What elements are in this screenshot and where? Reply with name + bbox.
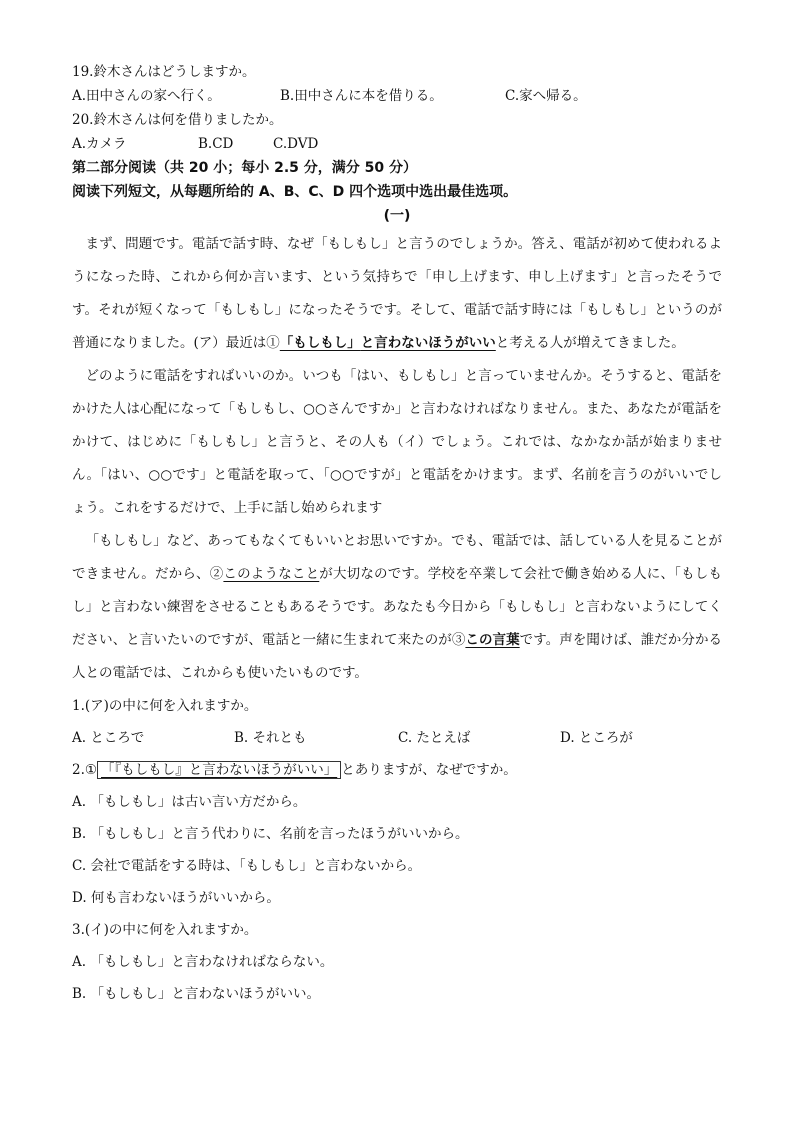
question-1: 1.(ア)の中に何を入れますか。 (72, 698, 258, 714)
question-2-option-c: C. 会社で電話をする時は、「もしもし」と言わないから。 (72, 858, 422, 874)
paragraph-text: と考える人が増えてきました。 (495, 335, 685, 351)
question-1-options (72, 722, 722, 754)
question-2-option-b: B. 「もしもし」と言う代わりに、名前を言ったほうがいいから。 (72, 826, 469, 842)
question-2 (72, 754, 722, 786)
question-2-option-d: D. 何も言わないほうがいいから。 (72, 890, 280, 906)
option-b: B.田中さんに本を借りる。 (280, 88, 443, 104)
question-19-options (72, 84, 722, 108)
paragraph-text: が大切なのです。学校を卒業して会社で働き始める人に、「もしもし」と言わない練習をさせることもあるそうです。あなたも今日から「もしもし」と言わないようにしてください、と言いたいのですが、電話と一緒に生まれて来たのが③ (72, 566, 722, 648)
question-3-option-b: B. 「もしもし」と言わないほうがいい。 (72, 986, 321, 1002)
paragraph-text: まず、問題です。電話で話す時、なぜ「もしもし」と言うのでしょうか。答え、電話が初めて使われるようになった時、これから何か言います、という気持ちで「申し上げます、申し上げます」と言ったそうです。それが短くなって「もしもし」になったそうです。そして、電話で話す時には「もしもし」というのが普通になりました。(ア）最近は① (72, 236, 722, 351)
question-20: 20.鈴木さんは何を借りましたか。 (72, 112, 283, 128)
option-b: B.CD (198, 136, 234, 152)
option-c: C. たとえば (398, 730, 471, 746)
passage-paragraph-2: どのように電話をすればいいのか。いつも「はい、もしもし」と言っていませんか。そうすると、電話をかけた人は心配になって「もしもし、○○さんですか」と言わなければなりません。また、あなたが電話をかけて、はじめに「もしもし」と言うと、その人も（イ）でしょう。これでは、なかなか話が始まりません。「はい、○○です」と電話を取って、「○○ですが」と電話をかけます。まず、名前を言うのがいいでしょう。これをするだけで、上手に話し始められます (72, 368, 722, 516)
option-b: B. それとも (234, 730, 307, 746)
passage-number: (一) (383, 208, 411, 224)
passage-paragraph-1 (72, 228, 722, 360)
paragraph-text: です。声を聞けば、誰だか分かる人との電話では、これからも使いたいものです。 (72, 632, 723, 681)
question-3-option-a: A. 「もしもし」と言わなければならない。 (72, 954, 334, 970)
question-2-option-a: A. 「もしもし」は古い言い方だから。 (72, 794, 307, 810)
question-3: 3.(イ)の中に何を入れますか。 (72, 922, 258, 938)
underlined-phrase-2: このようなこと (223, 566, 320, 582)
paragraph-text: 「もしもし」など、あってもなくてもいいとお思いですか。でも、電話では、話している人を見ることができません。だから、② (72, 533, 722, 582)
option-c: C.家へ帰る。 (505, 88, 587, 104)
quoted-phrase-box: 「『もしもし』と言わないほうがいい」 (97, 761, 341, 779)
underlined-phrase-1b: と言わないほうがいい (360, 335, 496, 351)
section-instruction: 阅读下列短文，从每题所给的 A、B、C、D 四个选项中选出最佳选项。 (72, 184, 518, 200)
question-2-prefix: 2.① (72, 762, 97, 778)
exam-page (72, 60, 722, 1010)
option-a: A.カメラ (72, 136, 127, 152)
option-a: A.田中さんの家へ行く。 (72, 88, 221, 104)
passage-paragraph-3 (72, 525, 722, 690)
option-c: C.DVD (273, 136, 319, 152)
question-20-options (72, 132, 722, 156)
question-2-suffix: とありますが、なぜですか。 (341, 762, 517, 778)
option-a: A. ところで (72, 730, 145, 746)
underlined-phrase-3: この言葉 (465, 632, 520, 648)
option-d: D. ところが (560, 730, 633, 746)
question-19: 19.鈴木さんはどうしますか。 (72, 64, 256, 80)
section-title: 第二部分阅读（共 20 小；每小 2.5 分，满分 50 分） (72, 160, 418, 176)
underlined-phrase-1: 「もしもし」 (279, 335, 361, 351)
